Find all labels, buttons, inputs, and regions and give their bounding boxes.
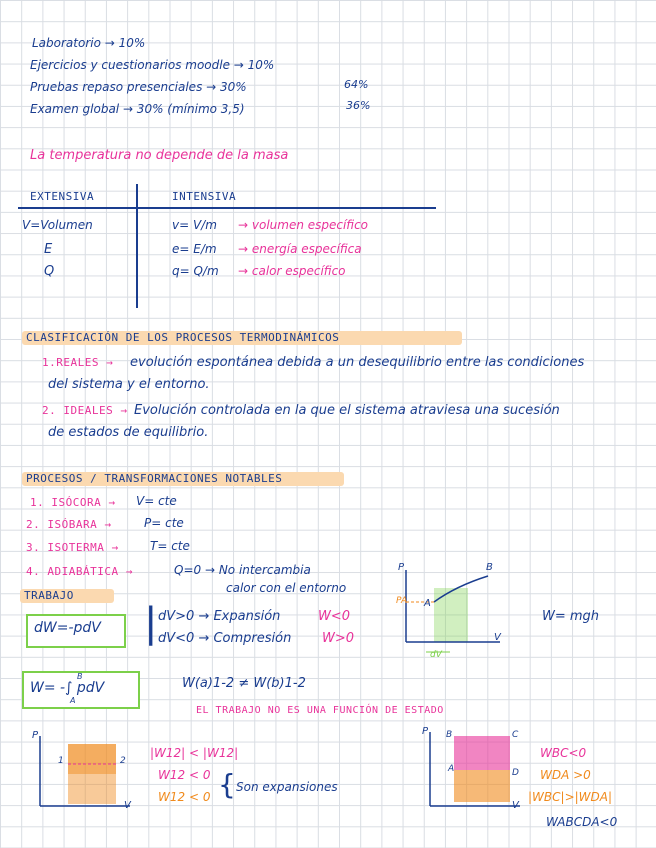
table-row-ext: E [44, 242, 53, 257]
process-eq: P= cte [144, 516, 184, 530]
graph2-point1: 1 [58, 756, 64, 766]
table-row-int-desc: → calor específico [238, 264, 346, 278]
graph1-v-label: V [494, 632, 501, 643]
table-h-rule [18, 207, 436, 209]
graph3-p-label: P [422, 726, 429, 737]
graph1-pa-label: PA [396, 596, 408, 606]
graph3-point-a: A [448, 764, 455, 774]
cycle-area-top [454, 736, 510, 770]
graph3-cond-da: WDA >0 [540, 768, 591, 782]
graph2-cond-a: W12 < 0 [158, 768, 211, 782]
process-label: 3. ISOTERMA → [26, 541, 119, 554]
process-eq: Q=0 → No intercambia [174, 563, 311, 577]
graph3-cond-bc: WBC<0 [540, 746, 587, 760]
process-label: 2. ISÓBARA → [26, 518, 112, 531]
table-row-ext: Q [44, 264, 55, 279]
graph2-v-label: V [124, 800, 131, 811]
graph3-point-b: B [446, 730, 453, 740]
path-inequality: W(a)1-2 ≠ W(b)1-2 [182, 676, 306, 691]
process-label: 1. ISÓCORA → [30, 496, 116, 509]
formula-2: W= -∫ pdV [30, 680, 105, 696]
pink-note: La temperatura no depende de la masa [30, 148, 289, 163]
grading-exercises: Ejercicios y cuestionarios moodle → 10% [30, 58, 275, 72]
integral-upper: B [77, 672, 83, 681]
brace-left: | [144, 600, 158, 646]
graph2-cond-b: W12 < 0 [158, 790, 211, 804]
ideal-label: 2. IDEALES → [42, 404, 128, 417]
graph2-brace: { [218, 768, 236, 801]
graph2-p-label: P [32, 730, 39, 741]
grading-exam: Examen global → 30% (mínimo 3,5) [30, 102, 245, 116]
real-label: 1.REALES → [42, 356, 114, 369]
table-col1-header: EXTENSIVA [30, 190, 95, 203]
case-expansion: dV>0 → Expansión [158, 609, 281, 624]
graph1-a-label: A [424, 598, 431, 609]
graph1-p-label: P [398, 562, 405, 573]
classification-title: CLASIFICACIÓN DE LOS PROCESOS TERMODINÁMICOS [26, 331, 340, 344]
table-row-int-eq: q= Q/m [172, 264, 219, 278]
grading-total-a: 64% [344, 78, 369, 91]
grading-lab: Laboratorio → 10% [32, 36, 146, 50]
process-eq: T= cte [150, 539, 190, 553]
graph3-cond-abs: |WBC|>|WDA| [528, 790, 613, 804]
process-label: 4. ADIABÁTICA → [26, 565, 133, 578]
table-v-rule [136, 184, 138, 308]
graph2-point2: 2 [120, 756, 126, 766]
adiabatic-cont: calor con el entorno [226, 581, 347, 595]
table-row-int-desc: → energía específica [238, 242, 362, 256]
integral-lower: A [70, 696, 76, 705]
graph3-v-label: V [512, 800, 519, 811]
table-row-ext: V=Volumen [22, 218, 93, 232]
state-function-note: EL TRABAJO NO ES UNA FUNCIÓN DE ESTADO [196, 705, 444, 716]
graph-pv-expansion [396, 564, 506, 654]
work-area-a [68, 744, 116, 774]
table-col2-header: INTENSIVA [172, 190, 237, 203]
formula-1: dW=-pdV [34, 620, 101, 636]
grading-total-b: 36% [346, 99, 371, 112]
process-eq: V= cte [136, 494, 177, 508]
table-row-int-eq: v= V/m [172, 218, 217, 232]
table-row-int-desc: → volumen específico [238, 218, 369, 232]
graph3-cond-cycle: WABCDA<0 [546, 815, 618, 829]
work-area [434, 588, 468, 642]
case-compression: dV<0 → Compresión [158, 631, 292, 646]
case-compression-sign: W>0 [322, 631, 355, 646]
work-area-b [68, 774, 116, 804]
graph2-comparison: |W12| < |W12| [150, 746, 239, 760]
grading-tests: Pruebas repaso presenciales → 30% [30, 80, 247, 94]
graph1-b-label: B [486, 562, 493, 573]
graph2-brace-text: Son expansiones [236, 780, 338, 794]
table-row-int-eq: e= E/m [172, 242, 217, 256]
cycle-area-bottom [454, 770, 510, 802]
work-title: TRABAJO [24, 589, 74, 602]
real-text2: del sistema y el entorno. [48, 377, 210, 392]
real-text: evolución espontánea debida a un desequilibrio entre las condiciones [130, 355, 585, 370]
ideal-text2: de estados de equilibrio. [48, 425, 209, 440]
w-mgh: W= mgh [542, 609, 600, 624]
ideal-text: Evolución controlada en la que el sistema atraviesa una sucesión [134, 403, 560, 418]
graph3-point-d: D [512, 768, 519, 778]
case-expansion-sign: W<0 [318, 609, 351, 624]
processes-title: PROCESOS / TRANSFORMACIONES NOTABLES [26, 472, 283, 485]
graph3-point-c: C [512, 730, 519, 740]
graph1-dv-label: dV [430, 650, 442, 660]
